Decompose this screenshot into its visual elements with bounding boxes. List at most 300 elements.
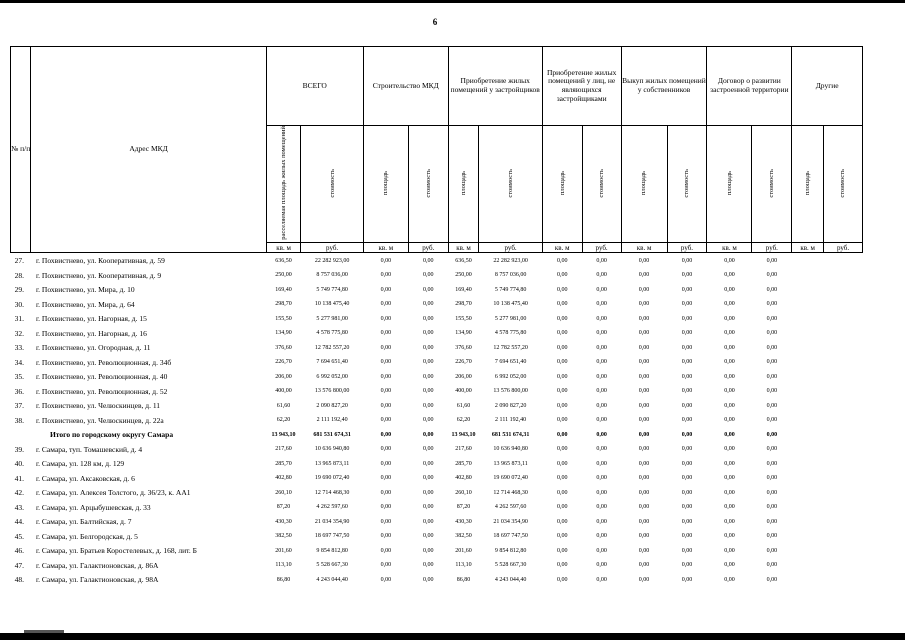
value-cell-empty — [792, 456, 824, 471]
total-row — [11, 427, 863, 442]
value-cell-empty — [792, 442, 824, 457]
value-cell: 0,00 — [380, 315, 392, 322]
address-cell: г. Самара, ул. Алексея Толстого, д. 36/23, к. АА1 — [35, 488, 191, 498]
row-number: 46. — [14, 546, 24, 556]
unit-cell: руб. — [408, 243, 448, 253]
value-cell: 0,00 — [724, 315, 735, 322]
value-cell-empty — [792, 558, 824, 573]
value-cell: 0,00 — [724, 547, 735, 554]
row-number: 38. — [14, 415, 24, 425]
value-cell: 0,00 — [681, 547, 693, 554]
value-cell: 0,00 — [596, 257, 607, 264]
value-cell: 0,00 — [638, 489, 650, 496]
value-cell: 0,00 — [638, 301, 650, 308]
value-cell: 0,00 — [681, 388, 693, 395]
value-cell: 0,00 — [423, 272, 434, 279]
value-cell: 0,00 — [638, 518, 650, 525]
value-cell: 2 111 192,40 — [316, 417, 348, 424]
subheader-label: стоимость — [768, 168, 776, 198]
value-cell: 0,00 — [638, 272, 650, 279]
value-cell: 0,00 — [724, 460, 735, 467]
subheader-cell — [792, 126, 824, 243]
value-cell-empty — [824, 427, 863, 442]
value-cell: 2 090 827,20 — [316, 402, 348, 409]
value-cell: 0,00 — [380, 547, 392, 554]
unit-cell: руб. — [301, 243, 363, 253]
table-row — [11, 529, 863, 544]
value-cell: 0,00 — [681, 475, 693, 482]
row-number: 40. — [14, 459, 24, 469]
subheader-cell — [448, 126, 479, 243]
value-cell: 0,00 — [380, 489, 392, 496]
address-cell: г. Похвистнево, ул. Кооперативная, д. 59 — [35, 256, 165, 266]
value-cell: 0,00 — [724, 576, 735, 583]
value-cell: 7 694 651,40 — [494, 359, 527, 366]
value-cell-empty — [824, 500, 863, 515]
value-cell: 382,50 — [455, 533, 472, 540]
value-cell: 86,80 — [276, 576, 291, 583]
table-row — [11, 456, 863, 471]
value-cell: 0,00 — [724, 257, 735, 264]
value-cell: 0,00 — [556, 562, 568, 569]
value-cell: 250,00 — [275, 272, 292, 279]
subheader-label: площадь — [640, 170, 648, 195]
value-cell: 0,00 — [556, 359, 568, 366]
value-cell: 22 282 923,00 — [314, 257, 350, 264]
value-cell: 0,00 — [380, 388, 392, 395]
relocation-table — [10, 46, 863, 587]
value-cell-empty — [792, 253, 824, 268]
value-cell: 0,00 — [681, 286, 693, 293]
value-cell: 0,00 — [380, 576, 392, 583]
subheader-cell — [667, 126, 707, 243]
value-cell: 0,00 — [638, 344, 650, 351]
value-cell: 0,00 — [724, 417, 735, 424]
row-number: 28. — [14, 270, 24, 280]
value-cell: 7 694 651,40 — [316, 359, 348, 366]
value-cell: 18 697 747,50 — [493, 533, 528, 540]
value-cell: 400,00 — [275, 388, 292, 395]
value-cell: 21 034 354,90 — [493, 518, 528, 525]
address-cell: г. Самара, ул. Галактионовская, д. 86А — [35, 560, 159, 570]
value-cell: 0,00 — [556, 576, 568, 583]
value-cell: 0,00 — [423, 547, 434, 554]
value-cell: 0,00 — [681, 344, 693, 351]
subheader-cell — [479, 126, 542, 243]
value-cell: 0,00 — [681, 359, 693, 366]
value-cell: 169,40 — [275, 286, 292, 293]
value-cell: 10 138 475,40 — [493, 301, 528, 308]
value-cell: 0,00 — [556, 417, 568, 424]
value-cell: 0,00 — [423, 402, 434, 409]
value-cell: 0,00 — [556, 344, 568, 351]
value-cell: 0,00 — [423, 315, 434, 322]
address-cell: г. Похвистнево, ул. Мира, д. 64 — [35, 299, 135, 309]
value-cell: 0,00 — [766, 518, 778, 525]
table-row — [11, 514, 863, 529]
unit-cell: руб. — [582, 243, 621, 253]
value-cell: 0,00 — [423, 489, 434, 496]
value-cell: 0,00 — [681, 562, 693, 569]
value-cell: 0,00 — [724, 344, 735, 351]
row-number: 47. — [14, 560, 24, 570]
value-cell-empty — [824, 253, 863, 268]
value-cell: 0,00 — [380, 446, 392, 453]
value-cell: 0,00 — [681, 518, 693, 525]
value-cell: 0,00 — [380, 417, 392, 424]
value-cell-empty — [824, 355, 863, 370]
value-cell: 0,00 — [638, 373, 650, 380]
value-cell-empty — [792, 282, 824, 297]
value-cell: 13 965 873,11 — [493, 460, 528, 467]
value-cell: 0,00 — [423, 446, 434, 453]
value-cell: 0,00 — [766, 547, 778, 554]
value-cell: 0,00 — [423, 417, 434, 424]
value-cell: 5 749 774,80 — [494, 286, 527, 293]
subheader-cell — [301, 126, 363, 243]
value-cell: 636,50 — [455, 257, 472, 264]
value-cell: 86,80 — [456, 576, 471, 583]
row-number: 30. — [14, 299, 24, 309]
value-cell: 12 782 557,20 — [314, 344, 350, 351]
value-cell: 0,00 — [596, 475, 607, 482]
value-cell: 0,00 — [724, 518, 735, 525]
table-row — [11, 572, 863, 587]
value-cell-empty — [824, 297, 863, 312]
value-cell: 0,00 — [423, 460, 434, 467]
address-cell: г. Самара, ул. Аксаковская, д. 6 — [35, 473, 135, 483]
value-cell: 0,00 — [681, 272, 693, 279]
value-cell: 0,00 — [724, 373, 735, 380]
value-cell: 0,00 — [423, 344, 434, 351]
value-cell: 62,20 — [276, 417, 291, 424]
value-cell: 0,00 — [556, 402, 568, 409]
row-number: 41. — [14, 473, 24, 483]
header-address: Адрес МКД — [31, 47, 266, 253]
value-cell: 13 576 800,00 — [493, 388, 528, 395]
value-cell: 0,00 — [596, 504, 607, 511]
value-cell-empty — [792, 268, 824, 283]
value-cell: 12 782 557,20 — [493, 344, 528, 351]
value-cell-empty — [824, 326, 863, 341]
table-row — [11, 398, 863, 413]
value-cell-empty — [824, 529, 863, 544]
value-cell: 430,30 — [275, 518, 292, 525]
value-cell: 19 690 072,40 — [314, 475, 350, 482]
address-cell: г. Самара, туп. Томашевский, д. 4 — [35, 444, 143, 454]
address-cell: г. Похвистнево, ул. Нагорная, д. 16 — [35, 328, 147, 338]
value-cell: 285,70 — [275, 460, 292, 467]
value-cell: 260,10 — [275, 489, 292, 496]
value-cell: 0,00 — [596, 402, 607, 409]
value-cell-empty — [824, 398, 863, 413]
value-cell: 0,00 — [596, 431, 607, 438]
value-cell: 0,00 — [423, 431, 434, 438]
value-cell: 0,00 — [556, 547, 568, 554]
subheader-label: расселяемая площадь жилых помещений — [279, 126, 287, 240]
value-cell: 0,00 — [766, 330, 778, 337]
address-cell: г. Самара, ул. Белгородская, д. 5 — [35, 531, 138, 541]
table-row — [11, 442, 863, 457]
table-row — [11, 253, 863, 268]
table-row — [11, 369, 863, 384]
value-cell: 0,00 — [681, 460, 693, 467]
value-cell-empty — [824, 442, 863, 457]
value-cell: 0,00 — [556, 489, 568, 496]
value-cell: 0,00 — [681, 373, 693, 380]
value-cell-empty — [792, 543, 824, 558]
value-cell: 376,60 — [275, 344, 292, 351]
table-row — [11, 355, 863, 370]
value-cell: 2 090 827,20 — [494, 402, 527, 409]
value-cell-empty — [792, 529, 824, 544]
value-cell: 0,00 — [556, 460, 568, 467]
value-cell: 0,00 — [766, 431, 778, 438]
value-cell: 0,00 — [380, 272, 392, 279]
value-cell-empty — [824, 543, 863, 558]
value-cell: 0,00 — [556, 330, 568, 337]
header-group-buyout: Выкуп жилых помещений у собственников — [621, 47, 707, 126]
subheader-label: стоимость — [839, 168, 847, 198]
table-row — [11, 340, 863, 355]
value-cell: 382,50 — [275, 533, 292, 540]
value-cell: 201,60 — [455, 547, 472, 554]
subheader-cell — [824, 126, 863, 243]
value-cell: 21 034 354,90 — [314, 518, 350, 525]
value-cell: 5 528 667,30 — [316, 562, 348, 569]
unit-cell: руб. — [479, 243, 542, 253]
value-cell: 0,00 — [638, 446, 650, 453]
value-cell: 0,00 — [596, 446, 607, 453]
row-number: 31. — [14, 314, 24, 324]
value-cell: 0,00 — [766, 257, 778, 264]
value-cell-empty — [792, 384, 824, 399]
value-cell: 0,00 — [638, 460, 650, 467]
value-cell: 430,30 — [455, 518, 472, 525]
value-cell: 0,00 — [380, 562, 392, 569]
value-cell: 62,20 — [456, 417, 471, 424]
value-cell: 0,00 — [380, 518, 392, 525]
value-cell: 13 943,10 — [451, 431, 476, 438]
value-cell: 0,00 — [638, 547, 650, 554]
value-cell: 4 578 775,80 — [316, 330, 348, 337]
value-cell: 0,00 — [596, 460, 607, 467]
unit-cell: кв. м — [792, 243, 824, 253]
value-cell: 0,00 — [724, 388, 735, 395]
value-cell: 5 277 981,00 — [494, 315, 527, 322]
value-cell: 0,00 — [380, 533, 392, 540]
value-cell: 0,00 — [596, 518, 607, 525]
value-cell: 206,00 — [275, 373, 292, 380]
value-cell: 0,00 — [380, 257, 392, 264]
value-cell: 6 992 052,00 — [494, 373, 527, 380]
unit-cell: руб. — [824, 243, 863, 253]
subheader-label: площадь — [558, 170, 566, 195]
value-cell: 0,00 — [423, 388, 434, 395]
value-cell: 0,00 — [766, 576, 778, 583]
subheader-label: стоимость — [424, 168, 432, 198]
value-cell: 0,00 — [556, 315, 568, 322]
value-cell: 0,00 — [681, 417, 693, 424]
value-cell-empty — [792, 326, 824, 341]
table-row — [11, 311, 863, 326]
value-cell: 169,40 — [455, 286, 472, 293]
value-cell: 0,00 — [724, 504, 735, 511]
table-row — [11, 413, 863, 428]
value-cell: 0,00 — [556, 272, 568, 279]
address-cell: г. Самара, ул. Галактионовская, д. 98А — [35, 575, 159, 585]
value-cell-empty — [792, 471, 824, 486]
row-number: 32. — [14, 328, 24, 338]
subheader-label: стоимость — [507, 168, 515, 198]
row-number: 36. — [14, 386, 24, 396]
header-group-development-contract: Договор о развитии застроенной территории — [707, 47, 792, 126]
unit-cell: кв. м — [542, 243, 582, 253]
value-cell: 0,00 — [556, 504, 568, 511]
header-group-other: Другие — [792, 47, 863, 126]
value-cell: 0,00 — [556, 286, 568, 293]
row-number: 33. — [14, 343, 24, 353]
row-number: 29. — [14, 285, 24, 295]
header-num: № п/п — [11, 47, 31, 253]
value-cell: 0,00 — [638, 315, 650, 322]
value-cell: 0,00 — [638, 330, 650, 337]
value-cell: 0,00 — [766, 475, 778, 482]
table-row — [11, 268, 863, 283]
value-cell: 0,00 — [766, 286, 778, 293]
value-cell-empty — [824, 311, 863, 326]
value-cell: 0,00 — [766, 533, 778, 540]
subheader-label: площадь — [725, 170, 733, 195]
value-cell: 0,00 — [766, 562, 778, 569]
value-cell-empty — [824, 413, 863, 428]
value-cell: 0,00 — [423, 533, 434, 540]
value-cell: 0,00 — [724, 533, 735, 540]
value-cell: 0,00 — [596, 330, 607, 337]
value-cell: 0,00 — [766, 359, 778, 366]
unit-cell: руб. — [752, 243, 792, 253]
value-cell: 134,90 — [455, 330, 472, 337]
value-cell-empty — [824, 369, 863, 384]
value-cell: 0,00 — [596, 417, 607, 424]
value-cell: 402,80 — [275, 475, 292, 482]
table-row — [11, 543, 863, 558]
value-cell: 0,00 — [423, 330, 434, 337]
value-cell: 61,60 — [456, 402, 471, 409]
value-cell: 0,00 — [638, 286, 650, 293]
value-cell: 0,00 — [596, 547, 607, 554]
address-cell: г. Похвистнево, ул. Огородная, д. 11 — [35, 343, 151, 353]
value-cell-empty — [824, 340, 863, 355]
value-cell: 12 714 468,30 — [493, 489, 528, 496]
value-cell: 0,00 — [380, 373, 392, 380]
value-cell: 0,00 — [638, 359, 650, 366]
value-cell: 298,70 — [455, 301, 472, 308]
address-cell: г. Самара, ул. Братьев Коростелевых, д. 168, лит. Б — [35, 546, 197, 556]
header-group-total: ВСЕГО — [266, 47, 363, 126]
table-row — [11, 471, 863, 486]
value-cell: 0,00 — [556, 257, 568, 264]
value-cell-empty — [792, 427, 824, 442]
value-cell: 0,00 — [681, 489, 693, 496]
row-number: 45. — [14, 531, 24, 541]
row-number: 34. — [14, 357, 24, 367]
subheader-cell — [542, 126, 582, 243]
value-cell: 0,00 — [556, 301, 568, 308]
value-cell-empty — [824, 471, 863, 486]
row-number — [11, 427, 31, 442]
value-cell: 636,50 — [275, 257, 292, 264]
value-cell: 681 531 674,31 — [313, 431, 351, 438]
value-cell: 201,60 — [275, 547, 292, 554]
value-cell-empty — [824, 268, 863, 283]
unit-cell: кв. м — [621, 243, 667, 253]
value-cell: 0,00 — [766, 460, 778, 467]
table-row — [11, 485, 863, 500]
subheader-label: площадь — [382, 170, 390, 195]
value-cell: 9 854 812,80 — [316, 547, 348, 554]
value-cell: 0,00 — [638, 417, 650, 424]
address-cell: г. Похвистнево, ул. Революционная, д. 40 — [35, 372, 168, 382]
row-number: 35. — [14, 372, 24, 382]
value-cell-empty — [792, 413, 824, 428]
value-cell: 0,00 — [766, 446, 778, 453]
value-cell: 0,00 — [766, 373, 778, 380]
value-cell: 6 992 052,00 — [316, 373, 348, 380]
value-cell: 0,00 — [724, 286, 735, 293]
value-cell-empty — [824, 282, 863, 297]
header-group-developers: Приобретение жилых помещений у застройщиков — [448, 47, 542, 126]
value-cell: 0,00 — [681, 533, 693, 540]
value-cell: 0,00 — [596, 359, 607, 366]
value-cell-empty — [792, 311, 824, 326]
value-cell: 10 636 940,80 — [314, 446, 350, 453]
value-cell: 260,10 — [455, 489, 472, 496]
value-cell: 0,00 — [766, 315, 778, 322]
unit-cell: кв. м — [448, 243, 479, 253]
value-cell: 87,20 — [456, 504, 471, 511]
value-cell: 0,00 — [681, 431, 693, 438]
value-cell: 5 749 774,80 — [316, 286, 348, 293]
value-cell-empty — [792, 398, 824, 413]
table-row — [11, 326, 863, 341]
value-cell: 0,00 — [380, 344, 392, 351]
table-row — [11, 282, 863, 297]
table-row — [11, 500, 863, 515]
value-cell: 250,00 — [455, 272, 472, 279]
value-cell: 0,00 — [556, 373, 568, 380]
value-cell: 298,70 — [275, 301, 292, 308]
value-cell-empty — [792, 500, 824, 515]
subheader-cell — [408, 126, 448, 243]
value-cell: 0,00 — [380, 475, 392, 482]
subheader-cell — [363, 126, 408, 243]
address-cell: г. Похвистнево, ул. Нагорная, д. 15 — [35, 314, 147, 324]
value-cell: 0,00 — [380, 330, 392, 337]
value-cell: 0,00 — [423, 257, 434, 264]
value-cell: 206,00 — [455, 373, 472, 380]
value-cell: 0,00 — [423, 475, 434, 482]
row-number: 39. — [14, 444, 24, 454]
address-cell: г. Похвистнево, ул. Мира, д. 10 — [35, 285, 135, 295]
subheader-label: стоимость — [683, 168, 691, 198]
value-cell: 0,00 — [556, 388, 568, 395]
value-cell: 0,00 — [724, 446, 735, 453]
value-cell: 4 262 597,60 — [494, 504, 527, 511]
subheader-cell — [582, 126, 621, 243]
value-cell: 0,00 — [423, 504, 434, 511]
value-cell: 0,00 — [380, 286, 392, 293]
